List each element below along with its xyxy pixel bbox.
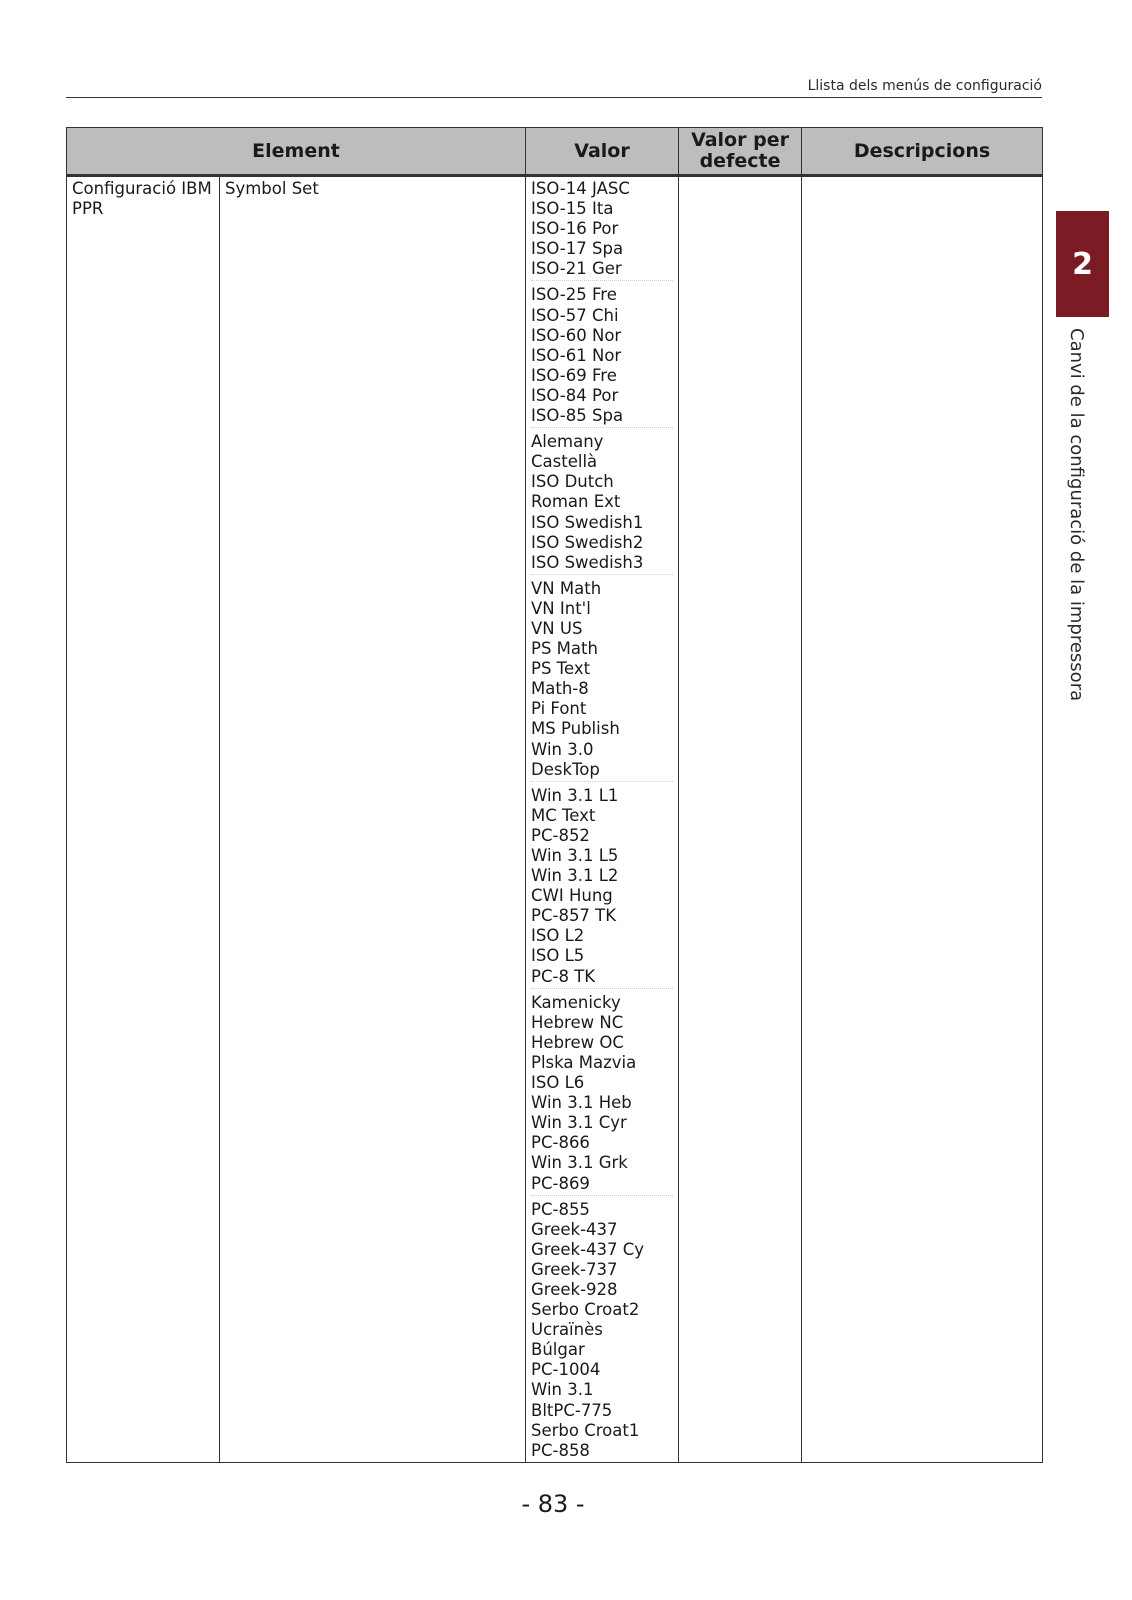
table-row [67,176,1043,1463]
value-item: BltPC-775 [531,1400,613,1420]
header-element: Element [67,128,526,176]
value-item: Greek-928 [531,1279,618,1299]
value-item: ISO-57 Chi [531,305,619,325]
value-item: Hebrew OC [531,1032,624,1052]
value-group [531,988,673,1195]
value-item: MC Text [531,805,596,825]
value-item: Roman Ext [531,492,621,512]
value-item: ISO L2 [531,926,585,946]
value-item: Serbo Croat2 [531,1300,640,1320]
header-valor-per-defecte: Valor per defecte [679,128,802,176]
value-item: Win 3.1 [531,1380,594,1400]
table-header-row [67,128,1043,176]
header-valor: Valor [526,128,679,176]
value-item: Ucraïnès [531,1320,603,1340]
value-item: ISO-85 Spa [531,406,624,426]
value-item: Búlgar [531,1340,585,1360]
value-cell [526,176,679,1463]
value-item: Castellà [531,452,598,472]
value-item: PC-866 [531,1133,590,1153]
value-item: Alemany [531,432,604,452]
value-item: CWI Hung [531,886,613,906]
value-item: ISO-17 Spa [531,239,624,259]
value-item: PC-857 TK [531,906,617,926]
value-item: MS Publish [531,719,620,739]
default-value-cell [679,176,802,1463]
value-item: ISO-84 Por [531,385,619,405]
chapter-side-title: Canvi de la configuració de la impressora [1066,328,1087,702]
value-item: Greek-737 [531,1259,618,1279]
value-group [531,179,673,280]
value-group [531,280,673,427]
value-item: ISO Swedish1 [531,512,644,532]
description-cell [802,176,1043,1463]
value-group [531,1195,673,1462]
value-item: DeskTop [531,759,600,779]
value-item: Win 3.1 Cyr [531,1113,627,1133]
chapter-tab: 2 [1056,211,1109,317]
value-item: Win 3.1 Grk [531,1153,628,1173]
value-item: PC-8 TK [531,966,596,986]
value-group [531,427,673,574]
value-item: ISO-25 Fre [531,285,617,305]
value-item: Win 3.0 [531,739,594,759]
value-item: Win 3.1 Heb [531,1093,632,1113]
value-item: PC-1004 [531,1360,601,1380]
value-item: ISO L6 [531,1073,585,1093]
item-cell: Symbol Set [220,176,526,1463]
value-item: Plska Mazvia [531,1052,637,1072]
value-item: PC-869 [531,1173,590,1193]
value-item: VN US [531,618,583,638]
value-item: Kamenicky [531,992,621,1012]
value-item: ISO-61 Nor [531,345,622,365]
value-item: PC-852 [531,825,590,845]
value-item: ISO Dutch [531,472,614,492]
header-rule [66,97,1042,98]
value-item: ISO-60 Nor [531,325,622,345]
value-item: Serbo Croat1 [531,1420,640,1440]
value-item: VN Math [531,578,602,598]
value-item: ISO Swedish2 [531,532,644,552]
value-item: ISO L5 [531,946,585,966]
value-item: PS Text [531,659,591,679]
value-item: PC-858 [531,1440,590,1460]
value-item: Math-8 [531,679,589,699]
config-menu-table [66,127,1043,1463]
value-item: Greek-437 Cy [531,1239,645,1259]
header-descripcions: Descripcions [802,128,1043,176]
value-item: ISO-69 Fre [531,365,617,385]
running-header-title: Llista dels menús de configuració [807,78,1042,94]
value-item: PC-855 [531,1199,590,1219]
value-item: Win 3.1 L2 [531,866,619,886]
category-cell: Configuració IBM PPR [67,176,220,1463]
value-item: ISO-21 Ger [531,259,622,279]
value-item: ISO Swedish3 [531,552,644,572]
value-item: VN Int'l [531,598,591,618]
value-item: Greek-437 [531,1219,618,1239]
value-group [531,781,673,988]
value-item: Hebrew NC [531,1012,624,1032]
value-item: PS Math [531,639,598,659]
value-group [531,574,673,781]
value-item: ISO-14 JASC [531,179,630,198]
value-item: Win 3.1 L1 [531,785,619,805]
page-number: - 83 - [521,1490,585,1518]
value-item: ISO-16 Por [531,219,619,239]
value-item: Pi Font [531,699,587,719]
value-item: Win 3.1 L5 [531,846,619,865]
value-item: ISO-15 Ita [531,199,614,219]
